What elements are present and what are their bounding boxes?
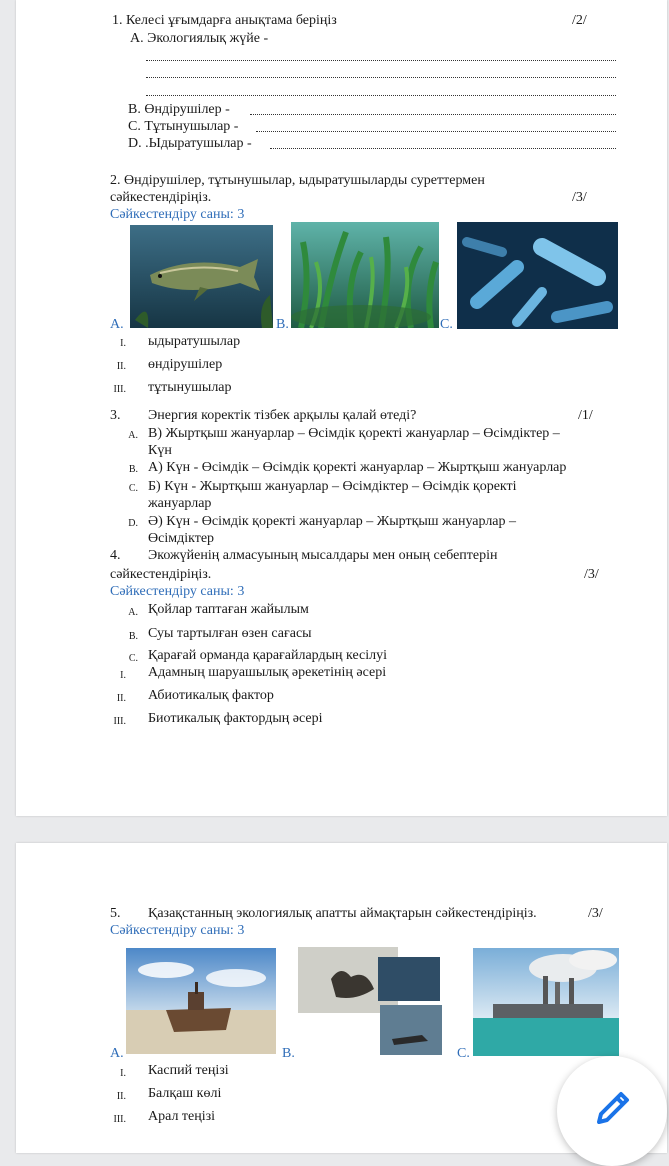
q2-image-label-a: A. — [110, 317, 124, 332]
q4-roman: II. — [116, 693, 126, 704]
q4-title-line1: Экожүйенің алмасуының мысалдары мен оның себептерін — [148, 548, 498, 563]
q1-item-c: C. Тұтынушылар - — [128, 119, 239, 134]
q4-roman-text: Абиотикалық фактор — [148, 688, 274, 703]
answer-line — [146, 95, 616, 96]
q3-number: 3. — [110, 408, 121, 423]
q4-roman: I. — [120, 670, 126, 681]
q3-option-letter: A. — [128, 430, 138, 441]
q4-letter-text: Қойлар таптаған жайылым — [148, 602, 309, 617]
q3-option-line: Б) Күн - Жыртқыш жануарлар – Өсімдіктер – Өсімдік қоректі — [148, 479, 517, 494]
polluted-sea-collage-photo — [296, 939, 444, 1057]
factory-pollution-photo — [473, 948, 619, 1056]
q1-points: /2/ — [572, 13, 587, 28]
answer-line — [270, 148, 616, 149]
pike-fish-photo — [130, 225, 273, 328]
q5-image-label-b: B. — [282, 1046, 295, 1061]
q3-option-line: Өсімдіктер — [148, 531, 215, 546]
q4-points: /3/ — [584, 567, 599, 582]
q2-points: /3/ — [572, 190, 587, 205]
q5-option-num: III. — [113, 1114, 126, 1125]
q2-option-text: ыдыратушылар — [148, 334, 241, 349]
q2-option-num: III. — [113, 384, 126, 395]
q2-title-line2: сәйкестендіріңіз. — [110, 190, 212, 205]
q1-item-d: D. .Ыдыратушылар - — [128, 136, 252, 151]
q3-option-letter: B. — [128, 464, 138, 475]
q5-option-text: Арал теңізі — [148, 1109, 216, 1124]
q4-roman-text: Адамның шаруашылық әрекетінің әсері — [148, 665, 387, 680]
q3-option-letter: C. — [128, 483, 138, 494]
q3-option-line: Күн — [148, 443, 172, 458]
q2-option-text: тұтынушылар — [148, 380, 232, 395]
q1-item-b: B. Өндірушілер - — [128, 102, 230, 117]
q2-title-line1: 2. Өндірушілер, тұтынушылар, ыдыратушыларды суреттермен — [110, 173, 485, 188]
q4-title-line2: сәйкестендіріңіз. — [110, 567, 212, 582]
q3-option-letter: D. — [128, 518, 138, 529]
seaweed-photo — [291, 222, 439, 328]
pencil-icon — [593, 1088, 633, 1128]
q5-match-count: Сәйкестендіру саны: 3 — [110, 923, 245, 938]
q5-image-label-a: A. — [110, 1046, 124, 1061]
q2-option-text: өндірушілер — [148, 357, 223, 372]
q4-roman: III. — [113, 716, 126, 727]
answer-line — [146, 77, 616, 78]
q5-option-text: Балқаш көлі — [148, 1086, 222, 1101]
answer-line — [256, 131, 616, 132]
q3-points: /1/ — [578, 408, 593, 423]
q5-option-num: II. — [116, 1091, 126, 1102]
q1-title: 1. Келесі ұғымдарға анықтама беріңіз — [112, 13, 337, 28]
q2-image-label-b: B. — [276, 317, 289, 332]
q3-option-line: жануарлар — [148, 496, 212, 511]
q4-letter: B. — [128, 631, 138, 642]
q5-option-text: Каспий теңізі — [148, 1063, 229, 1078]
q4-letter-text: Қарағай орманда қарағайлардың кесілуі — [148, 648, 388, 663]
edit-fab-button[interactable] — [557, 1056, 667, 1166]
q2-option-num: II. — [116, 361, 126, 372]
q4-match-count: Сәйкестендіру саны: 3 — [110, 584, 245, 599]
document-page-1 — [16, 0, 667, 816]
q2-match-count: Сәйкестендіру саны: 3 — [110, 207, 245, 222]
q2-image-label-c: C. — [440, 317, 453, 332]
q5-points: /3/ — [588, 906, 603, 921]
q3-option-line: Ә) Күн - Өсімдік қоректі жануарлар – Жыртқыш жануарлар – — [148, 514, 517, 529]
q5-title: Қазақстанның экологиялық апатты аймақтарын сәйкестендіріңіз. — [148, 906, 537, 921]
q5-image-label-c: C. — [457, 1046, 470, 1061]
q2-option-num: I. — [120, 338, 126, 349]
q4-roman-text: Биотикалық фактордың әсері — [148, 711, 323, 726]
q3-title: Энергия коректік тізбек арқылы қалай өтеді? — [148, 408, 417, 423]
answer-line — [250, 114, 616, 115]
answer-line — [146, 60, 616, 61]
q5-option-num: I. — [120, 1068, 126, 1079]
bacteria-photo — [457, 222, 618, 329]
q4-letter: A. — [128, 607, 138, 618]
q4-letter-text: Суы тартылған өзен сағасы — [148, 626, 312, 641]
q5-number: 5. — [110, 906, 121, 921]
q3-option-line: А) Күн - Өсімдік – Өсімдік қоректі жануарлар – Жыртқыш жануарлар — [148, 460, 567, 475]
aral-ship-photo — [126, 948, 276, 1054]
q4-number: 4. — [110, 548, 121, 563]
q1-item-a: A. Экологиялық жүйе - — [130, 31, 269, 46]
q4-letter: C. — [128, 653, 138, 664]
q3-option-line: В) Жыртқыш жануарлар – Өсімдік қоректі жануарлар – Өсімдіктер – — [148, 426, 560, 441]
